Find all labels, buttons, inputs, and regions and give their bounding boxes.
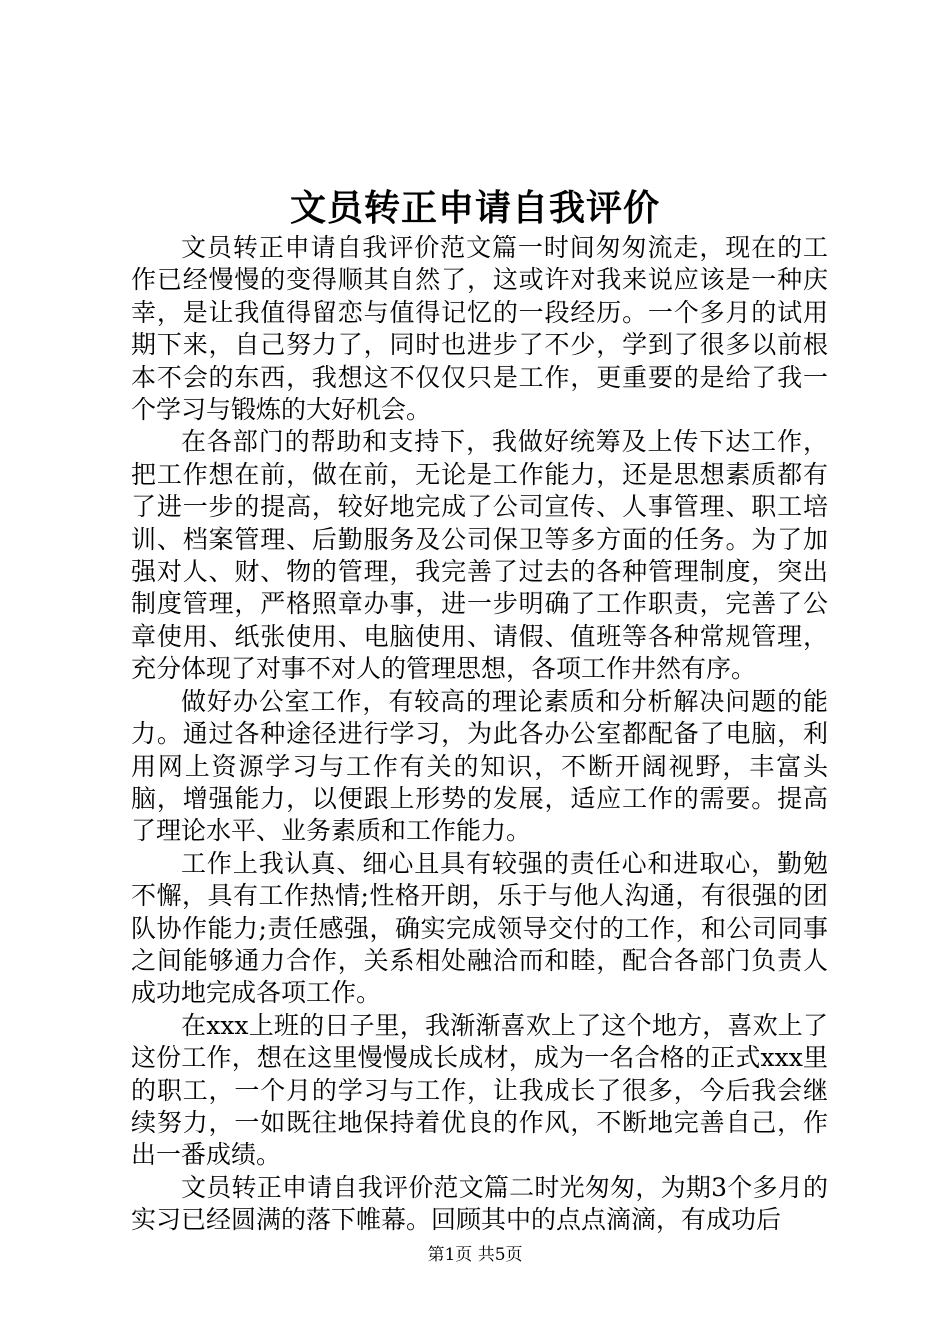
page-title: 文员转正申请自我评价 xyxy=(289,187,660,229)
paragraph: 做好办公室工作，有较高的理论素质和分析解决问题的能力。通过各种途径进行学习，为此各办公室都配备了电脑，利用网上资源学习与工作有关的知识，不断开阔视野，丰富头脑，增强能力，以便跟上形势的发展，适应工作的需要。提高了理论水平、业务素质和工作能力。 xyxy=(131,686,828,846)
paragraph: 工作上我认真、细心且具有较强的责任心和进取心，勤勉不懈，具有工作热情;性格开朗，乐于与他人沟通，有很强的团队协作能力;责任感强，确实完成领导交付的工作，和公司同事之间能够通力合作，关系相处融洽而和睦，配合各部门负责人成功地完成各项工作。 xyxy=(131,848,828,1008)
paragraph: 文员转正申请自我评价范文篇二时光匆匆，为期3个多月的实习已经圆满的落下帷幕。回顾其中的点点滴滴，有成功后 xyxy=(131,1172,828,1235)
page-footer: 第1页 共5页 xyxy=(427,1245,523,1265)
paragraph: 在xxx上班的日子里，我渐渐喜欢上了这个地方，喜欢上了这份工作，想在这里慢慢成长成材，成为一名合格的正式xxx里的职工，一个月的学习与工作，让我成长了很多，今后我会继续努力，一如既往地保持着优良的作风，不断地完善自己，作出一番成绩。 xyxy=(131,1010,828,1170)
paragraph: 文员转正申请自我评价范文篇一时间匆匆流走，现在的工作已经慢慢的变得顺其自然了，这或许对我来说应该是一种庆幸，是让我值得留恋与值得记忆的一段经历。一个多月的试用期下来，自己努力了，同时也进步了不少，学到了很多以前根本不会的东西，我想这不仅仅只是工作，更重要的是给了我一个学习与锻炼的大好机会。 xyxy=(131,233,828,425)
paragraph: 在各部门的帮助和支持下，我做好统筹及上传下达工作，把工作想在前，做在前，无论是工作能力，还是思想素质都有了进一步的提高，较好地完成了公司宣传、人事管理、职工培训、档案管理、后勤服务及公司保卫等多方面的任务。为了加强对人、财、物的管理，我完善了过去的各种管理制度，突出制度管理，严格照章办事，进一步明确了工作职责，完善了公章使用、纸张使用、电脑使用、请假、值班等各种常规管理，充分体现了对事不对人的管理思想，各项工作井然有序。 xyxy=(131,427,828,684)
document-body xyxy=(131,232,828,1237)
